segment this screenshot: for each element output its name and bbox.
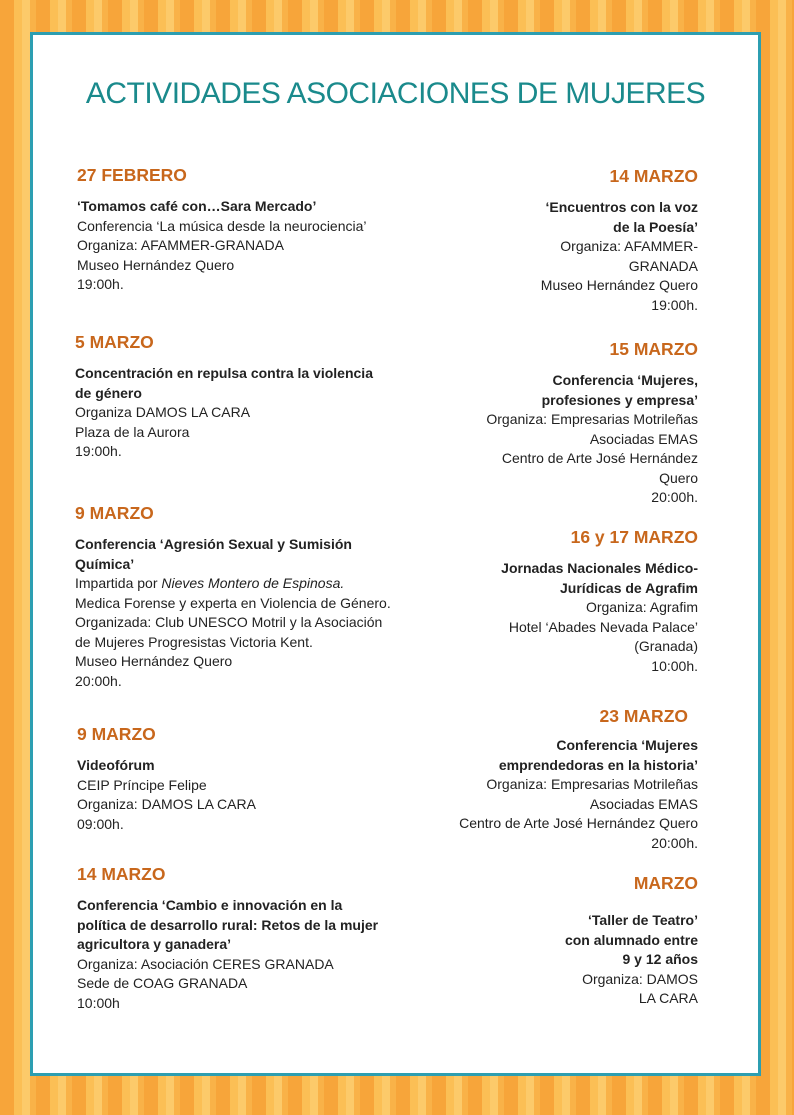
event-speaker: Impartida por Nieves Montero de Espinosa. [75,575,345,591]
event-date: 16 y 17 MARZO [570,527,698,547]
event-title: Videofórum [77,757,155,773]
event-detail: 20:00h. [75,672,122,689]
event-detail: 20:00h. [651,834,698,851]
event-title: Química’ [75,555,135,572]
event-detail: Organiza: Asociación CERES GRANADA [77,955,334,972]
event-detail: Organiza: Agrafim [585,599,698,615]
event-title: Jornadas Nacionales Médico- [501,560,698,576]
event-detail: de Mujeres Progresistas Victoria Kent. [75,633,313,650]
event-detail: Museo Hernández Quero [540,277,698,293]
event-date: MARZO [633,873,698,893]
event-title: Conferencia ‘Mujeres [556,737,698,753]
event-5-marzo [75,332,445,462]
event-title: ‘Taller de Teatro’ [588,912,698,928]
event-detail: 20:00h. [651,489,698,505]
event-title: 9 y 12 años [622,951,698,967]
event-date: 14 MARZO [77,864,166,884]
event-detail: 10:00h. [651,657,698,674]
event-marzo-teatro [398,873,698,1009]
event-title: profesiones y empresa’ [541,391,698,408]
event-title: Conferencia ‘Cambio e innovación en la [77,897,343,913]
event-detail: 10:00h [77,994,120,1011]
event-title: con alumnado entre [564,931,698,948]
event-title: ‘Tomamos café con…Sara Mercado’ [77,198,317,214]
event-15-marzo [398,339,698,508]
event-title: Jurídicas de Agrafim [560,579,698,596]
event-detail: Hotel ‘Abades Nevada Palace’ [508,618,698,635]
event-detail: Asociadas EMAS [589,795,698,812]
event-title: Conferencia ‘Mujeres, [552,372,698,388]
event-title: Concentración en repulsa contra la violencia [75,365,373,381]
event-title: política de desarrollo rural: Retos de la mujer [77,916,379,933]
event-detail: Plaza de la Aurora [75,423,190,440]
event-date: 14 MARZO [609,166,698,186]
event-16-17-marzo [398,527,698,676]
event-detail: Organiza: AFAMMER-GRANADA [77,237,284,253]
event-date: 9 MARZO [75,503,154,523]
event-title: ‘Encuentros con la voz [545,199,698,215]
event-date: 27 FEBRERO [77,165,187,185]
event-title: emprendedoras en la historia’ [498,756,698,773]
event-detail: Organiza: Empresarias Motrileñas [486,411,698,427]
event-detail: 09:00h. [77,815,124,832]
page-title: ACTIVIDADES ASOCIACIONES DE MUJERES [85,77,706,110]
event-date: 9 MARZO [77,724,156,744]
event-date: 15 MARZO [609,339,698,359]
event-detail: Sede de COAG GRANADA [77,975,248,991]
event-date: 23 MARZO [599,706,688,726]
event-detail: Museo Hernández Quero [75,653,233,669]
event-detail: LA CARA [638,990,698,1006]
event-detail: Centro de Arte José Hernández Quero [459,815,698,831]
event-detail: Organiza: AFAMMER- [560,238,698,254]
event-detail: Medica Forense y experta en Violencia de Género. [75,594,391,611]
event-detail: 19:00h. [77,276,124,292]
event-detail: Organiza: DAMOS [582,970,698,987]
event-detail: CEIP Príncipe Felipe [77,776,207,793]
event-detail: (Granada) [634,638,698,654]
event-detail: 19:00h. [651,296,698,313]
event-detail: Organiza: DAMOS LA CARA [77,796,256,812]
event-detail: 19:00h. [75,443,122,459]
event-detail: Museo Hernández Quero [77,256,235,273]
event-title: de género [75,384,142,401]
event-detail: Asociadas EMAS [589,430,698,447]
event-title: de la Poesía’ [613,218,698,235]
event-14-marzo-poesia [398,166,698,315]
event-date: 5 MARZO [75,332,154,352]
event-detail: Centro de Arte José Hernández [501,450,698,466]
event-23-marzo [373,706,698,853]
event-title: Conferencia ‘Agresión Sexual y Sumisión [75,536,352,552]
event-detail: Conferencia ‘La música desde la neurociencia’ [77,217,367,234]
event-title: agricultora y ganadera’ [77,936,232,952]
event-27-febrero [77,165,447,295]
event-14-marzo-cambio [77,864,447,1013]
event-detail: Organiza: Empresarias Motrileñas [486,776,698,792]
event-detail: Quero [659,469,698,486]
event-detail: Organiza DAMOS LA CARA [75,404,251,420]
poster-card [30,32,761,1076]
event-detail: GRANADA [628,257,698,274]
event-detail: Organizada: Club UNESCO Motril y la Asociación [75,614,383,630]
speaker-name: Nieves Montero de Espinosa. [161,575,345,591]
